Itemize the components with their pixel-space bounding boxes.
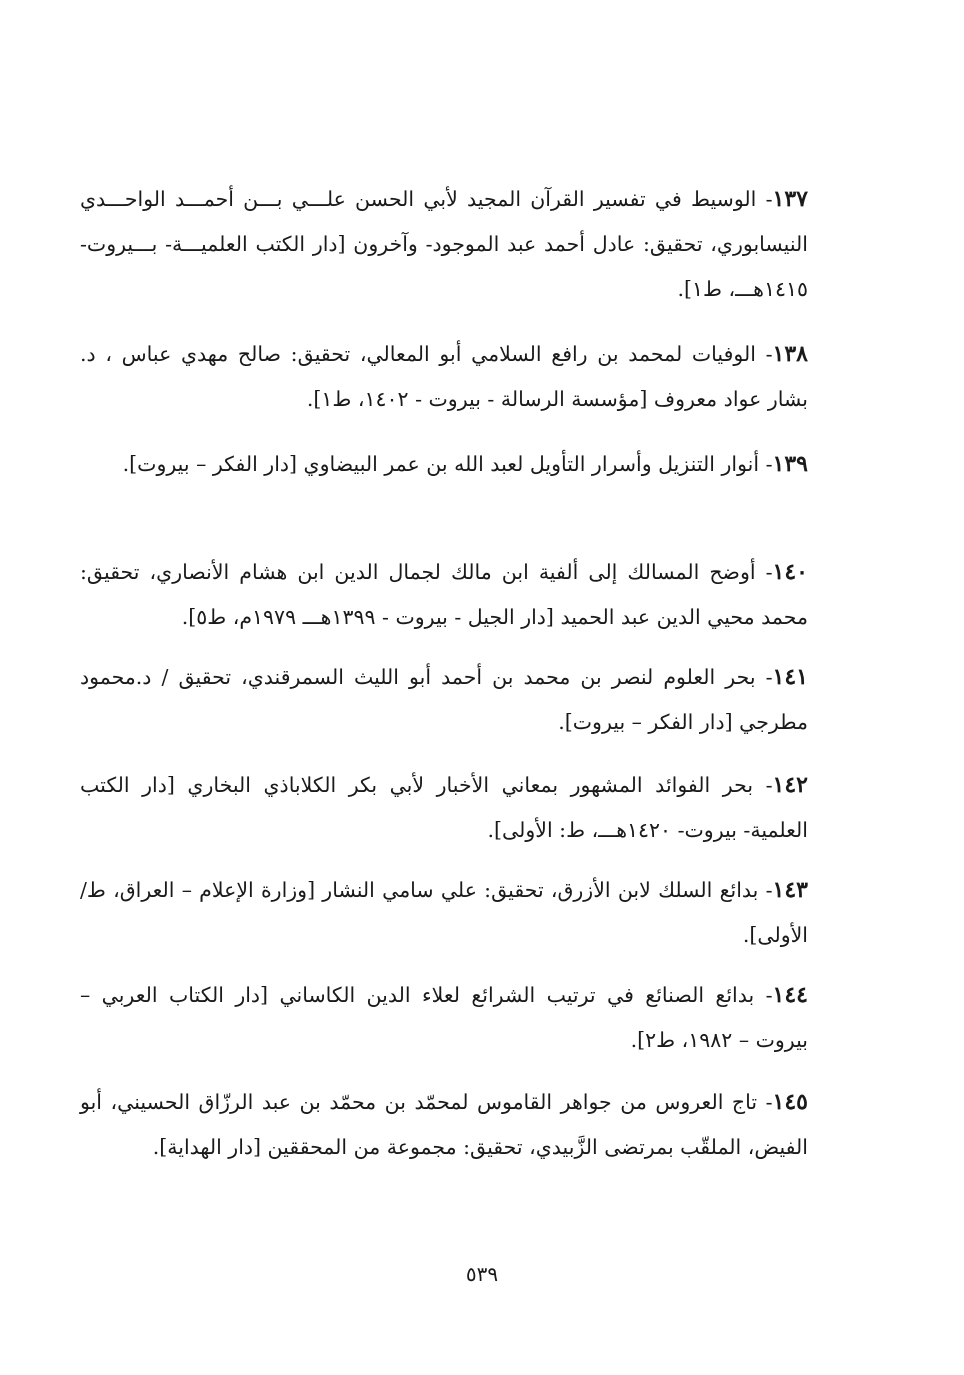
entry-text: بحر الفوائد المشهور بمعاني الأخبار لأبي بكر الكلاباذي البخاري [دار الكتب العلمية- بيروت- ١٤٢٠هـــ، ط: الأولى]. <box>80 773 808 842</box>
entry-dash: - <box>757 1090 773 1114</box>
bibliography-entry-140 <box>80 550 808 640</box>
bibliography-entry-143 <box>80 868 808 958</box>
entry-text: بدائع السلك لابن الأزرق، تحقيق: علي سامي النشار [وزارة الإعلام – العراق، ط/الأولى]. <box>80 878 808 947</box>
bibliography-entry-145 <box>80 1080 808 1170</box>
entry-number: ١٤٥ <box>772 1089 808 1115</box>
entry-dash: - <box>758 878 773 902</box>
bibliography-entry-141 <box>80 655 808 745</box>
entry-number: ١٣٧ <box>772 186 808 212</box>
entry-text: الوسيط في تفسير القرآن المجيد لأبي الحسن علـــي بـــن أحمـــد الواحـــدي النيسابوري، تحقيق: عادل أحمد عبد الموجود- وآخرون [دار الكتب العلميـــة- بـــيروت- ١٤١٥هـــ، ط١]. <box>80 187 808 301</box>
entry-dash: - <box>755 665 773 689</box>
entry-dash: - <box>754 983 773 1007</box>
entry-text: تاج العروس من جواهر القاموس لمحمّد بن محمّد بن عبد الرزّاق الحسيني، أبو الفيض، الملقّب بمرتضى الزَّبيدي، تحقيق: مجموعة من المحققين [دار الهداية]. <box>80 1090 808 1159</box>
bibliography-entry-144 <box>80 973 808 1063</box>
entry-dash: - <box>755 342 773 366</box>
bibliography-entry-139 <box>80 442 808 487</box>
entry-dash: - <box>756 187 773 211</box>
entry-text: أنوار التنزيل وأسرار التأويل لعبد الله بن عمر البيضاوي [دار الفكر – بيروت]. <box>122 452 760 476</box>
entry-text: بدائع الصنائع في ترتيب الشرائع لعلاء الدين الكاساني [دار الكتاب العربي – بيروت – ١٩٨٢، ط٢]. <box>80 983 808 1052</box>
entry-text: الوفيات لمحمد بن رافع السلامي أبو المعالي، تحقيق: صالح مهدي عباس ، د. بشار عواد معروف [مؤسسة الرسالة - بيروت - ١٤٠٢، ط١]. <box>80 342 808 411</box>
entry-text: بحر العلوم لنصر بن محمد بن أحمد أبو الليث السمرقندي، تحقيق / د.محمود مطرجي [دار الفكر – بيروت]. <box>80 665 808 734</box>
entry-number: ١٣٩ <box>772 451 808 477</box>
entry-dash: - <box>759 452 773 476</box>
bibliography-entry-138 <box>80 332 808 422</box>
entry-number: ١٤٣ <box>772 877 808 903</box>
entry-number: ١٤٢ <box>772 772 808 798</box>
entry-number: ١٣٨ <box>772 341 808 367</box>
bibliography-entry-142 <box>80 763 808 853</box>
page-number: ٥٣٩ <box>465 1262 499 1286</box>
bibliography-entry-137 <box>80 177 808 312</box>
entry-number: ١٤٤ <box>772 982 808 1008</box>
entry-text: أوضح المسالك إلى ألفية ابن مالك لجمال الدين ابن هشام الأنصاري، تحقيق: محمد محيي الدين عبد الحميد [دار الجيل - بيروت - ١٣٩٩هـــ ١٩٧٩م، ط٥]. <box>80 560 808 629</box>
entry-number: ١٤٠ <box>772 559 808 585</box>
entry-dash: - <box>753 773 773 797</box>
entry-dash: - <box>755 560 773 584</box>
entry-number: ١٤١ <box>772 664 808 690</box>
